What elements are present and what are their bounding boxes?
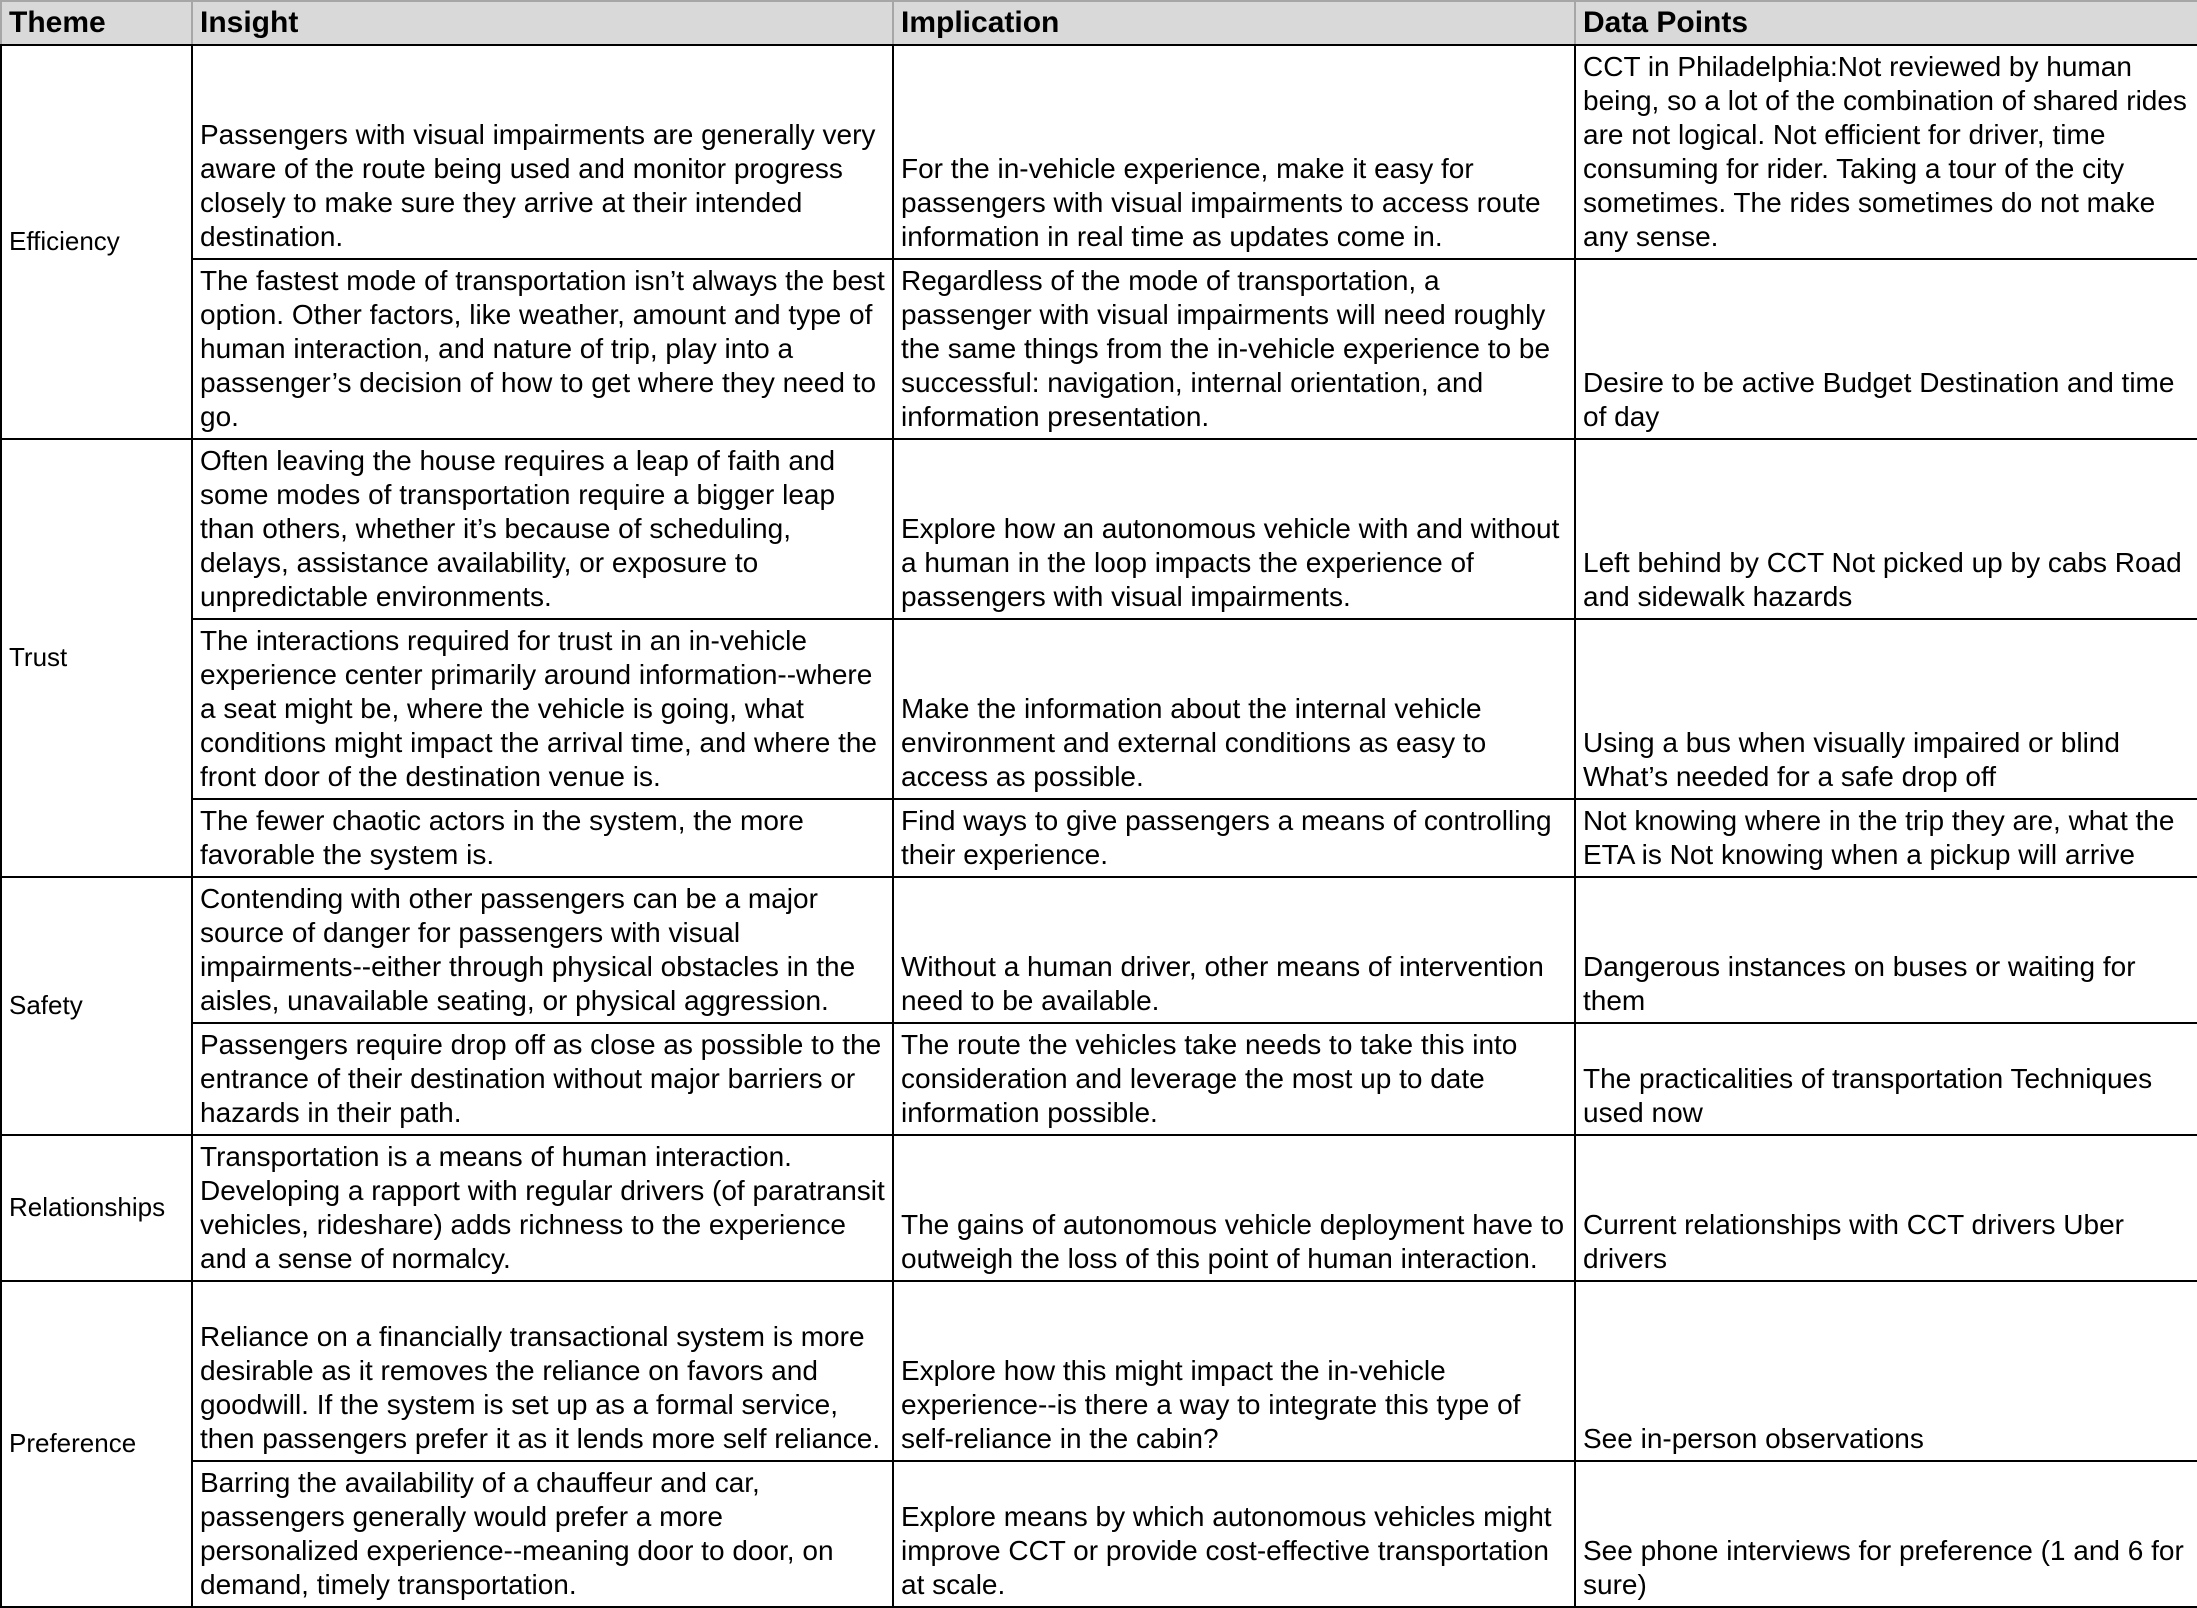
implication-cell[interactable]: Explore how this might impact the in-vehicle experience--is there a way to integrate this type of self-reliance in the cabin?	[893, 1281, 1575, 1461]
theme-cell-relationships[interactable]: Relationships	[1, 1135, 192, 1281]
insight-cell[interactable]: Passengers require drop off as close as possible to the entrance of their destination without major barriers or hazards in their path.	[192, 1023, 893, 1135]
table-row	[1, 439, 2197, 619]
table-row	[1, 1135, 2197, 1281]
table-row	[1, 1281, 2197, 1461]
implication-cell[interactable]: Regardless of the mode of transportation, a passenger with visual impairments will need roughly the same things from the in-vehicle experience to be successful: navigation, internal orientation, and information presentation.	[893, 259, 1575, 439]
implication-cell[interactable]: Find ways to give passengers a means of controlling their experience.	[893, 799, 1575, 877]
table-row	[1, 799, 2197, 877]
insight-cell[interactable]: Often leaving the house requires a leap of faith and some modes of transportation require a bigger leap than others, whether it’s because of scheduling, delays, assistance availability, or exposure to unpredictable environments.	[192, 439, 893, 619]
theme-cell-efficiency[interactable]: Efficiency	[1, 45, 192, 439]
implication-cell[interactable]: Explore means by which autonomous vehicles might improve CCT or provide cost-effective transportation at scale.	[893, 1461, 1575, 1607]
column-header-insight[interactable]: Insight	[192, 1, 893, 45]
insight-cell[interactable]: Barring the availability of a chauffeur and car, passengers generally would prefer a more personalized experience--meaning door to door, on demand, timely transportation.	[192, 1461, 893, 1607]
insight-cell[interactable]: Contending with other passengers can be a major source of danger for passengers with visual impairments--either through physical obstacles in the aisles, unavailable seating, or physical aggression.	[192, 877, 893, 1023]
data-points-cell[interactable]: See phone interviews for preference (1 and 6 for sure)	[1575, 1461, 2197, 1607]
insight-cell[interactable]: The fewer chaotic actors in the system, the more favorable the system is.	[192, 799, 893, 877]
insight-cell[interactable]: The interactions required for trust in an in-vehicle experience center primarily around information--where a seat might be, where the vehicle is going, what conditions might impact the arrival time, and where the front door of the destination venue is.	[192, 619, 893, 799]
table-row	[1, 45, 2197, 259]
implication-cell[interactable]: Explore how an autonomous vehicle with and without a human in the loop impacts the experience of passengers with visual impairments.	[893, 439, 1575, 619]
column-header-data-points[interactable]: Data Points	[1575, 1, 2197, 45]
data-points-cell[interactable]: Left behind by CCT Not picked up by cabs Road and sidewalk hazards	[1575, 439, 2197, 619]
theme-cell-preference[interactable]: Preference	[1, 1281, 192, 1607]
data-points-cell[interactable]: See in-person observations	[1575, 1281, 2197, 1461]
data-points-cell[interactable]: CCT in Philadelphia:Not reviewed by human being, so a lot of the combination of shared rides are not logical. Not efficient for driver, time consuming for rider. Taking a tour of the city sometimes. The rides sometimes do not make any sense.	[1575, 45, 2197, 259]
column-header-implication[interactable]: Implication	[893, 1, 1575, 45]
data-points-cell[interactable]: The practicalities of transportation Techniques used now	[1575, 1023, 2197, 1135]
implication-cell[interactable]: Without a human driver, other means of intervention need to be available.	[893, 877, 1575, 1023]
table-row	[1, 1461, 2197, 1607]
data-points-cell[interactable]: Using a bus when visually impaired or blind What’s needed for a safe drop off	[1575, 619, 2197, 799]
insight-cell[interactable]: The fastest mode of transportation isn’t always the best option. Other factors, like weather, amount and type of human interaction, and nature of trip, play into a passenger’s decision of how to get where they need to go.	[192, 259, 893, 439]
data-points-cell[interactable]: Desire to be active Budget Destination and time of day	[1575, 259, 2197, 439]
column-header-theme[interactable]: Theme	[1, 1, 192, 45]
implication-cell[interactable]: Make the information about the internal vehicle environment and external conditions as easy to access as possible.	[893, 619, 1575, 799]
insight-cell[interactable]: Passengers with visual impairments are generally very aware of the route being used and monitor progress closely to make sure they arrive at their intended destination.	[192, 45, 893, 259]
insight-cell[interactable]: Reliance on a financially transactional system is more desirable as it removes the reliance on favors and goodwill. If the system is set up as a formal service, then passengers prefer it as it lends more self reliance.	[192, 1281, 893, 1461]
data-points-cell[interactable]: Current relationships with CCT drivers Uber drivers	[1575, 1135, 2197, 1281]
table-row	[1, 1023, 2197, 1135]
data-points-cell[interactable]: Not knowing where in the trip they are, what the ETA is Not knowing when a pickup will arrive	[1575, 799, 2197, 877]
theme-cell-trust[interactable]: Trust	[1, 439, 192, 877]
data-points-cell[interactable]: Dangerous instances on buses or waiting for them	[1575, 877, 2197, 1023]
header-row	[1, 1, 2197, 45]
implication-cell[interactable]: The route the vehicles take needs to take this into consideration and leverage the most up to date information possible.	[893, 1023, 1575, 1135]
insight-cell[interactable]: Transportation is a means of human interaction. Developing a rapport with regular drivers (of paratransit vehicles, rideshare) adds richness to the experience and a sense of normalcy.	[192, 1135, 893, 1281]
table-row	[1, 259, 2197, 439]
table-row	[1, 619, 2197, 799]
implication-cell[interactable]: For the in-vehicle experience, make it easy for passengers with visual impairments to access route information in real time as updates come in.	[893, 45, 1575, 259]
table-row	[1, 877, 2197, 1023]
implication-cell[interactable]: The gains of autonomous vehicle deployment have to outweigh the loss of this point of human interaction.	[893, 1135, 1575, 1281]
theme-cell-safety[interactable]: Safety	[1, 877, 192, 1135]
